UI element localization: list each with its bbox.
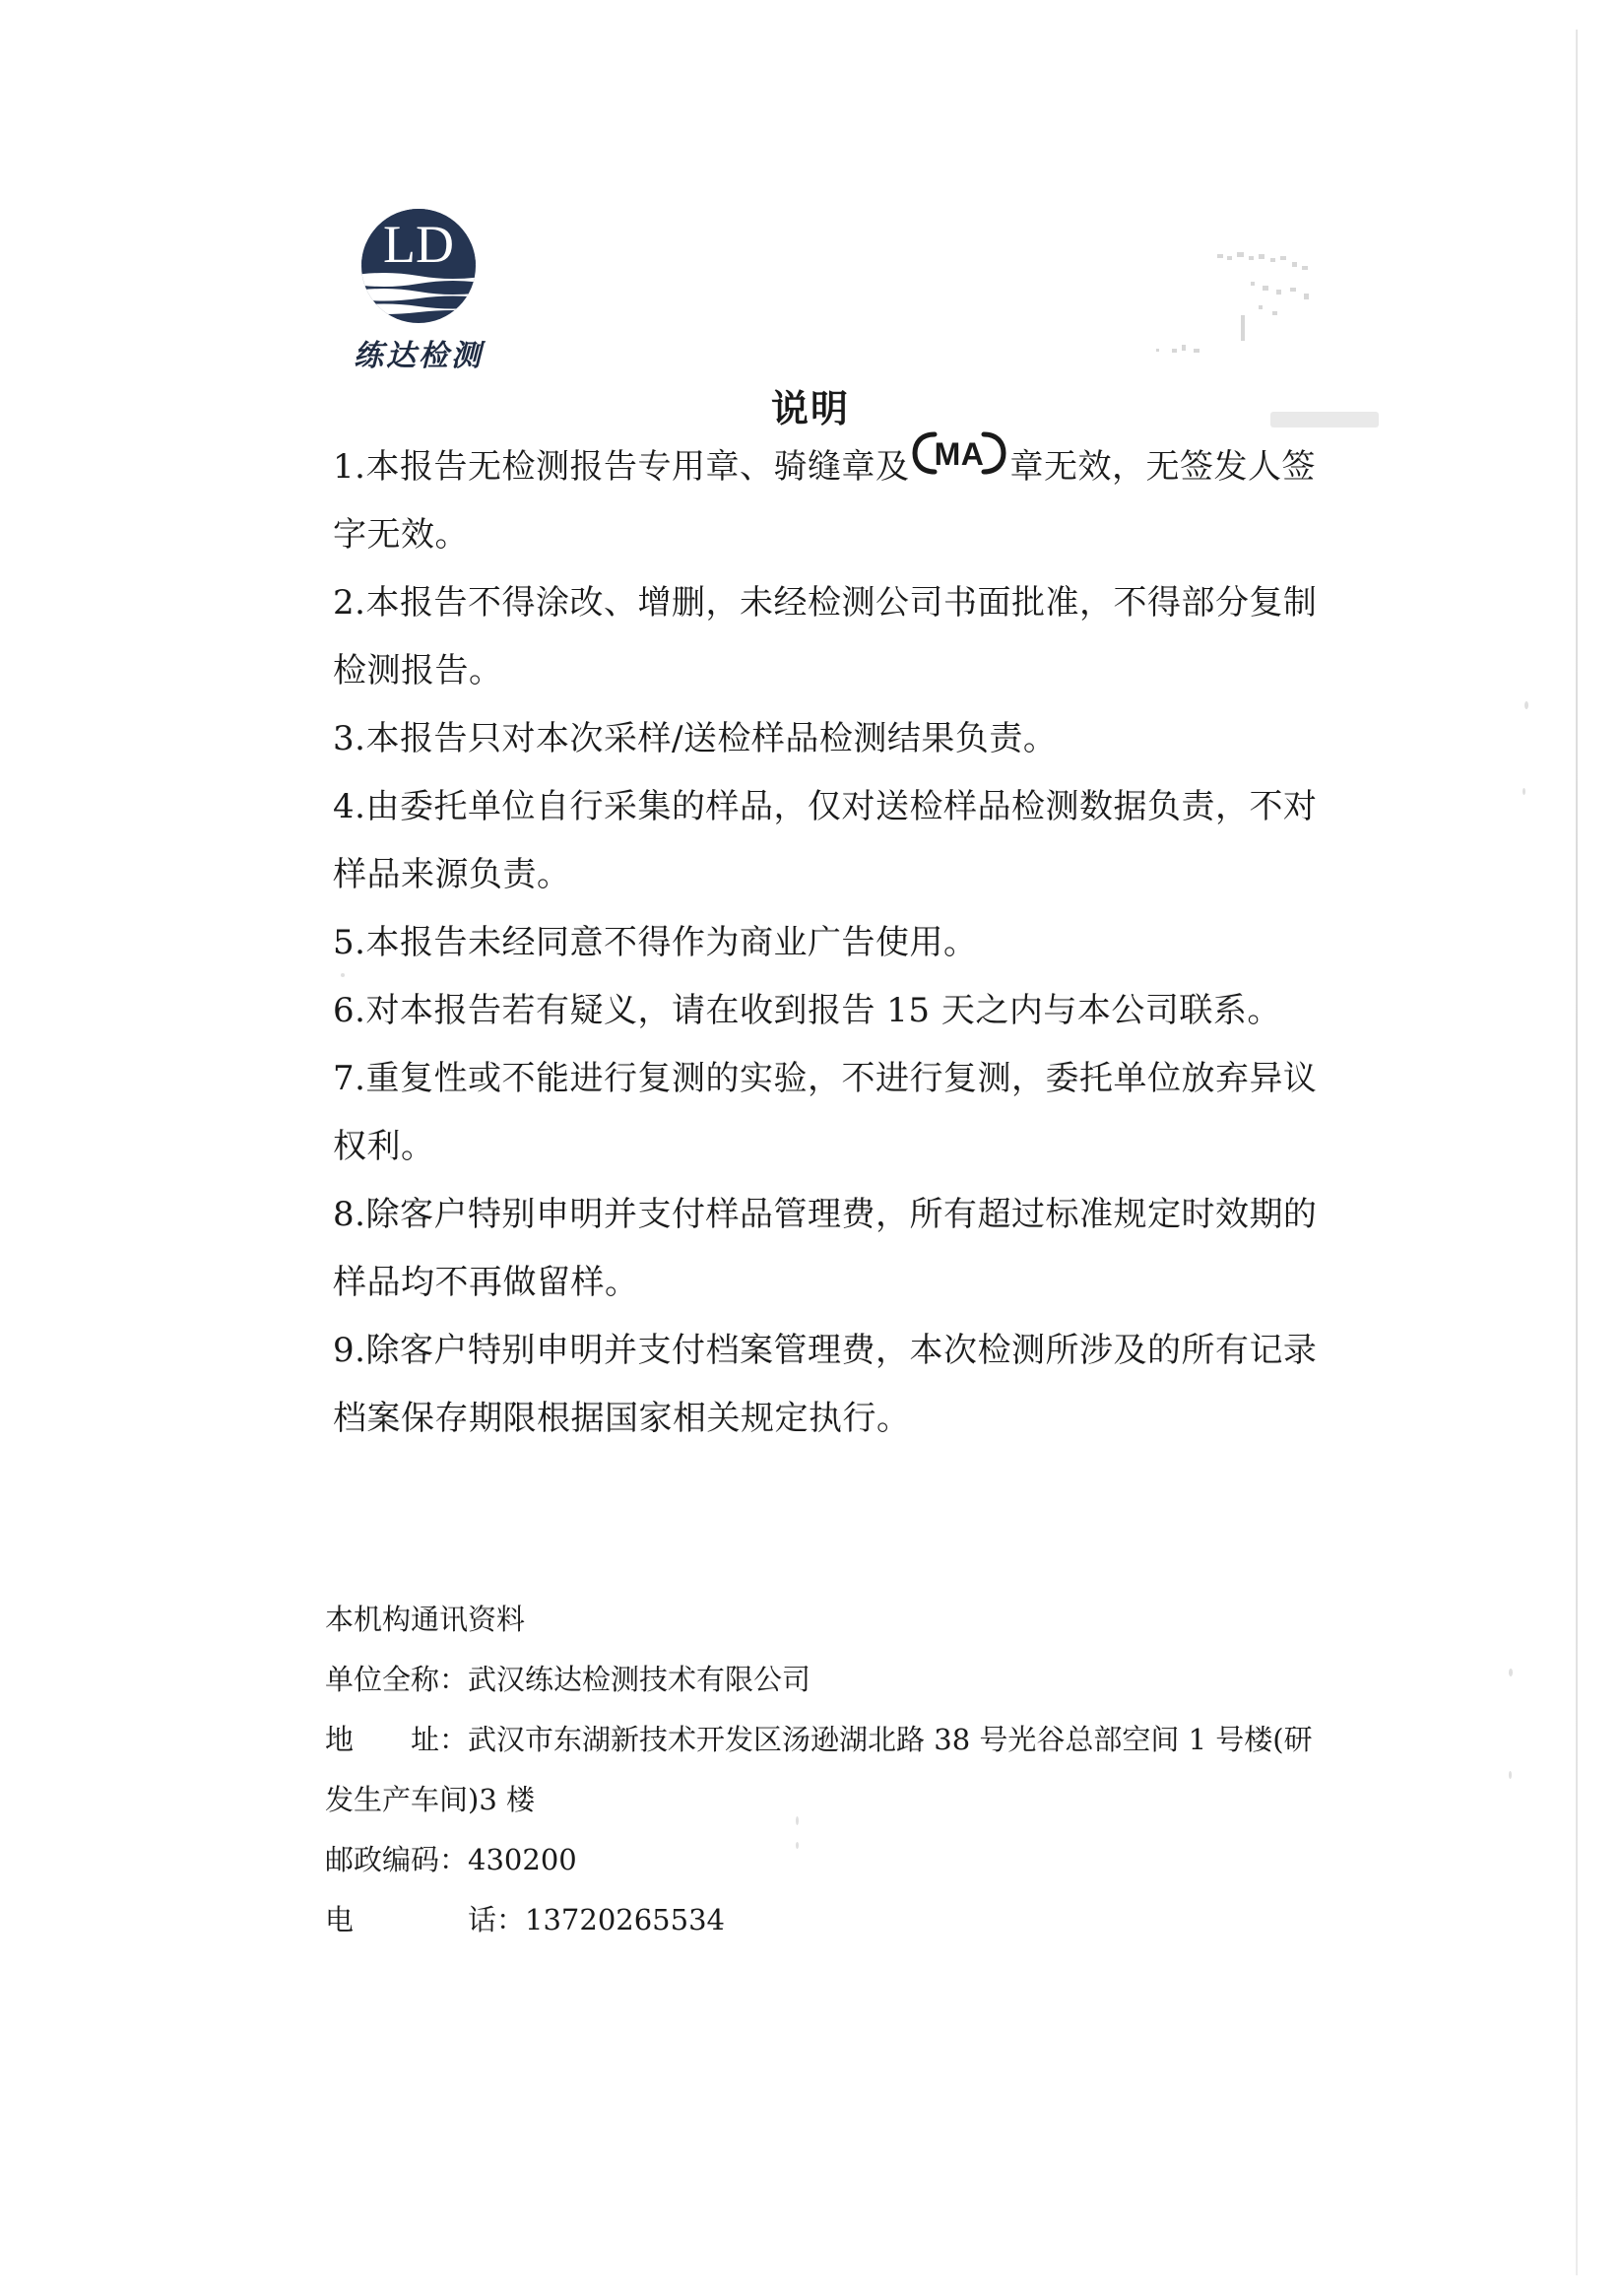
logo-brand-text: 练达检测 — [354, 339, 484, 373]
company-row — [325, 1650, 1320, 1710]
cma-mark-icon — [911, 428, 1007, 501]
page-title: 说明 — [770, 386, 850, 430]
scan-smudge — [1524, 701, 1528, 709]
scan-smudge — [1509, 1669, 1513, 1676]
note-item: 7.重复性或不能进行复测的实验，不进行复测，委托单位放弃异议权利。 — [333, 1059, 1318, 1166]
contact-info — [325, 1590, 1320, 1950]
phone-label-second: 话： — [468, 1903, 526, 1936]
note-item: 5.本报告未经同意不得作为商业广告使用。 — [333, 923, 978, 962]
phone-label-first: 电 — [325, 1903, 355, 1936]
scan-edge-line — [1576, 30, 1578, 2275]
company-logo — [350, 207, 487, 374]
address-row — [325, 1710, 1320, 1830]
note-text-after-stamp: 章无效，无签发人签字无效。 — [333, 447, 1316, 555]
note-item: 4.由委托单位自行采集的样品，仅对送检样品检测数据负责，不对样品来源负责。 — [333, 787, 1318, 894]
cma-mark-letters: MA — [935, 436, 985, 472]
address-label-second: 址： — [411, 1723, 469, 1756]
phone-row — [325, 1890, 1320, 1950]
postcode-value: 430200 — [468, 1843, 577, 1876]
phone-value: 13720265534 — [525, 1903, 725, 1936]
note-item: 3.本报告只对本次采样/送检样品检测结果负责。 — [333, 719, 1058, 758]
note-item: 9.除客户特别申明并支付档案管理费，本次检测所涉及的所有记录档案保存期限根据国家相关规定执行。 — [333, 1331, 1318, 1438]
note-item: 6.对本报告若有疑义，请在收到报告 15 天之内与本公司联系。 — [333, 991, 1281, 1030]
postcode-label: 邮政编码： — [325, 1843, 469, 1876]
postcode-row — [325, 1830, 1320, 1890]
logo-letters: LD — [383, 215, 454, 274]
contact-heading: 本机构通讯资料 — [325, 1603, 526, 1636]
note-text-before-stamp: 1.本报告无检测报告专用章、骑缝章及 — [333, 447, 910, 487]
ld-logo-icon — [350, 207, 487, 325]
notes-list — [333, 433, 1318, 1453]
address-value: 武汉市东湖新技术开发区汤逊湖北路 38 号光谷总部空间 1 号楼(研发生产车间)3 楼 — [325, 1723, 1313, 1816]
company-label: 单位全称： — [325, 1663, 469, 1696]
note-item: 2.本报告不得涂改、增删，未经检测公司书面批准，不得部分复制检测报告。 — [333, 583, 1318, 690]
company-name: 武汉练达检测技术有限公司 — [468, 1663, 811, 1696]
address-label-first: 地 — [325, 1723, 355, 1756]
scan-smudge — [1523, 788, 1525, 795]
note-item: 8.除客户特别申明并支付样品管理费，所有超过标准规定时效期的样品均不再做留样。 — [333, 1195, 1318, 1302]
scan-smudge — [1509, 1771, 1512, 1779]
note-item — [333, 433, 1318, 569]
